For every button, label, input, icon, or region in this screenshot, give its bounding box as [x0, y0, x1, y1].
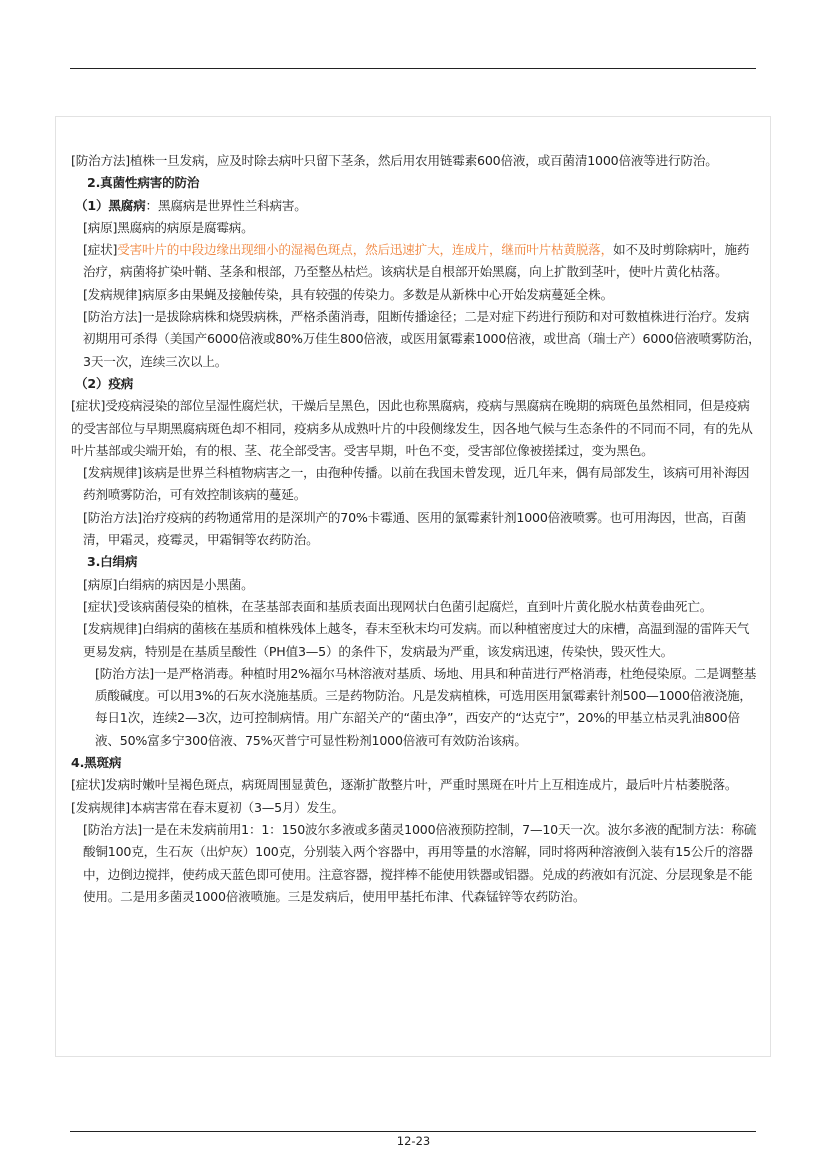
- paragraph: [防治方法]一是严格消毒。种植时用2%福尔马林溶液对基质、场地、用具和种苗进行严格消毒，杜绝侵染原。二是调整基质酸碱度。可以用3%的石灰水浇施基质。三是药物防治。凡是发病植株，可选用医用氯霉素针剂500—1000倍液浇施，每日1次，连续2—3次，边可控制病情。用广东韶关产的“菌虫净”，西安产的“达克宁”，20%的甲基立枯灵乳油800倍液、50%富多宁300倍液、75%灭普宁可显性粉剂1000倍液可有效防治该病。: [95, 665, 757, 748]
- paragraph: [防治方法]植株一旦发病，应及时除去病叶只留下茎条，然后用农用链霉素600倍液，或百菌清1000倍液等进行防治。: [71, 153, 718, 168]
- paragraph: [防治方法]一是在未发病前用1：1：150波尔多液或多菌灵1000倍液预防控制，7—10天一次。波尔多液的配制方法：称硫酸铜100克，生石灰（出炉灰）100克，分别装入两个容器中，再用等量的水溶解，同时将两种溶液倒入装有15公斤的溶器中，边倒边搅拌，使药成天蓝色即可使用。注意容器，搅拌棒不能使用铁器或铝器。兑成的药液如有沉淀、分层现象是不能使用。二是用多菌灵1000倍液喷施。三是发病后，使用甲基托布津、代森锰锌等农药防治。: [83, 821, 757, 904]
- paragraph: [发病规律]本病害常在春末夏初（3—5月）发生。: [71, 799, 344, 815]
- section-heading: 3.白绢病: [87, 554, 138, 570]
- paragraph: [防治方法]一是拔除病株和烧毁病株，严格杀菌消毒，阻断传播途径；二是对症下药进行预防和对可数植株进行治疗。发病初期用可杀得（美国产6000倍液或80%万佳生800倍液，或医用氯霉素1000倍液，或世高（瑞士产）6000倍液喷雾防治，3天一次，连续三次以上。: [83, 309, 761, 369]
- subsection-heading: （1）黑腐病: [75, 197, 146, 213]
- paragraph: [症状]受疫病浸染的部位呈湿性腐烂状，干燥后呈黑色，因此也称黑腐病，疫病与黑腐病在晚期的病斑色虽然相同，但是疫病的受害部位与早期黑腐病斑色却不相同，疫病多从成熟叶片的中段侧缘发生，因各地气候与生态条件的不同而不同，有的先从叶片基部或尖端开始，有的根、茎、花全部受害。受害早期，叶色不变，受害部位像被搓揉过，变为黑色。: [71, 398, 753, 458]
- header-rule: [70, 68, 756, 69]
- section-heading: 4.黑斑病: [71, 755, 122, 771]
- page-number: 12-23: [396, 1134, 431, 1148]
- subsection-heading: （2）疫病: [75, 375, 134, 391]
- paragraph: [发病规律]该病是世界兰科植物病害之一，由孢种传播。以前在我国未曾发现，近几年来，偶有局部发生，该病可用补海因药剂喷雾防治，可有效控制该病的蔓延。: [83, 465, 750, 503]
- paragraph: [病原]白绢病的病因是小黑菌。: [83, 576, 254, 592]
- paragraph: [发病规律]病原多由果蝇及接触传染，具有较强的传染力。多数是从新株中心开始发病蔓延全株。: [83, 286, 613, 302]
- paragraph: [71, 239, 761, 284]
- highlighted-text: 受害叶片的中段边缘出现细小的湿褐色斑点，然后迅速扩大，连成片，继而叶片枯黄脱落，: [117, 242, 613, 258]
- paragraph: [防治方法]治疗疫病的药物通常用的是深圳产的70%卡霉通、医用的氯霉素针剂1000倍液喷雾。也可用海因，世高，百菌清，甲霜灵，疫霉灵，甲霜铜等农药防治。: [83, 509, 746, 548]
- paragraph-prefix: [症状]: [83, 242, 118, 258]
- footer-rule: [70, 1131, 756, 1132]
- paragraph: [发病规律]白绢病的菌核在基质和植株残体上越冬，春末至秋末均可发病。而以种植密度过大的床槽，高温到湿的雷阵天气更易发病，特别是在基质呈酸性（PH值3—5）的条件下，发病最为严重，该发病迅速，传染快，毁灭性大。: [83, 621, 750, 659]
- paragraph: [71, 195, 761, 217]
- document-body: [71, 150, 761, 908]
- paragraph-text: 如不及时剪除病叶，施药治疗，病菌将扩染叶鞘、茎条和根部，乃至整丛枯烂。该病状是自根部开始黑腐，向上扩散到茎叶，使叶片黄化枯落。: [83, 242, 750, 280]
- paragraph: [症状]受该病菌侵染的植株，在茎基部表面和基质表面出现网状白色菌引起腐烂，直到叶片黄化脱水枯黄卷曲死亡。: [83, 598, 713, 614]
- paragraph: [症状]发病时嫩叶呈褐色斑点，病斑周围显黄色，逐渐扩散整片叶，严重时黑斑在叶片上互相连成片，最后叶片枯萎脱落。: [71, 777, 738, 793]
- section-heading: 2.真菌性病害的防治: [87, 175, 200, 191]
- paragraph: [病原]黑腐病的病原是腐霉病。: [83, 219, 254, 235]
- paragraph-text: ：黑腐病是世界性兰科病害。: [145, 197, 307, 213]
